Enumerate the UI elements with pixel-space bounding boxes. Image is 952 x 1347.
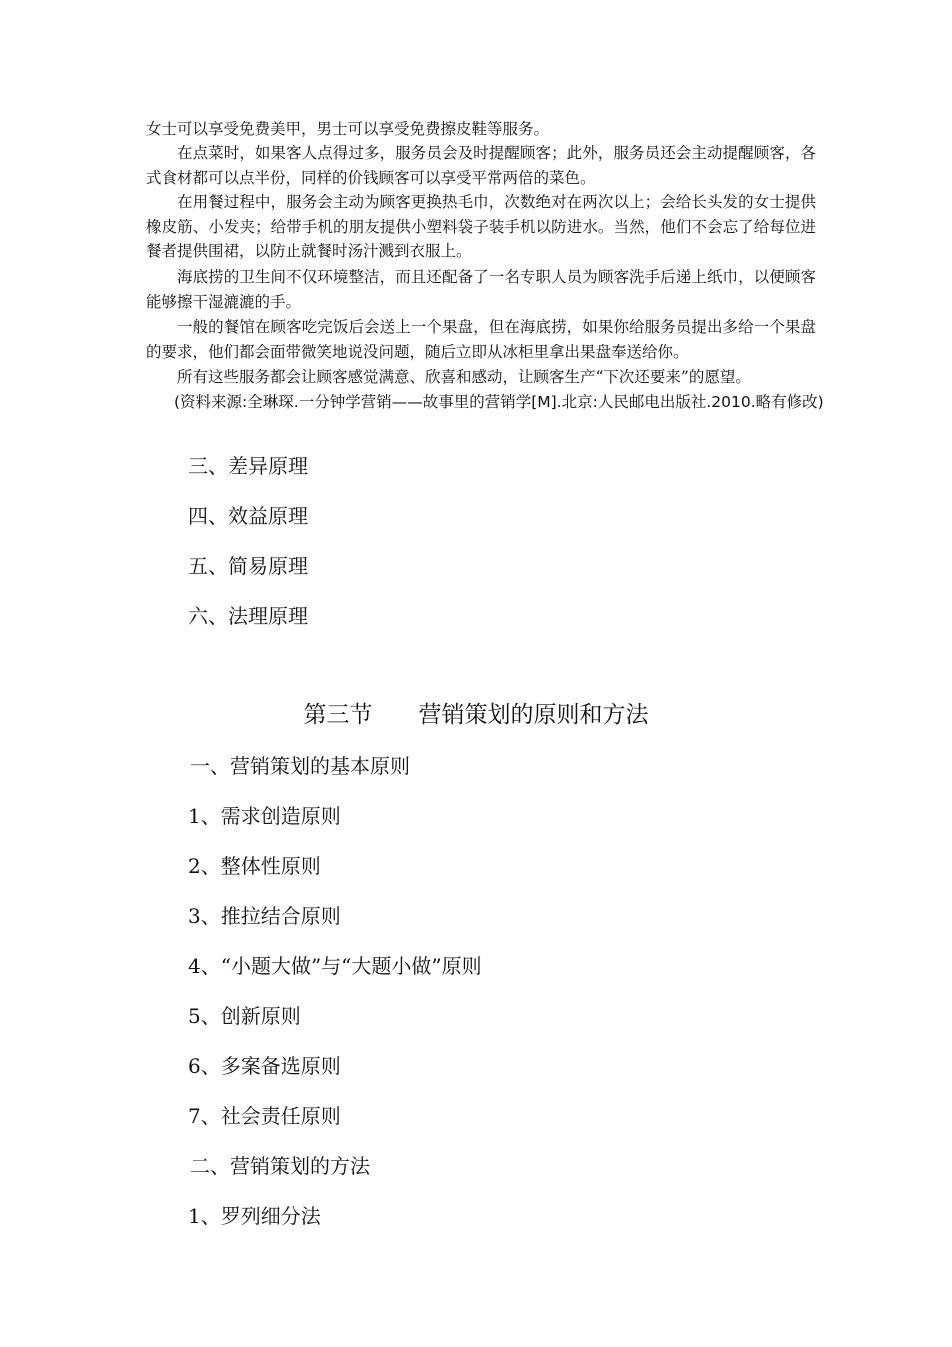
- subsection-heading-methods: 二、营销策划的方法: [190, 1154, 370, 1178]
- subsection-heading-principles: 一、营销策划的基本原则: [190, 754, 410, 778]
- principle-item-7: 7、社会责任原则: [188, 1104, 341, 1128]
- case-paragraph-3: 在用餐过程中，服务会主动为顾客更换热毛巾，次数绝对在两次以上；会给长头发的女士提供橡皮筋、小发夹；给带手机的朋友提供小塑料袋子装手机以防进水。当然，他们不会忘了给每位进餐者提供围裙，以防止就餐时汤汁溅到衣服上。: [146, 193, 816, 261]
- principle-item-5: 5、创新原则: [188, 1004, 301, 1028]
- section-title: [0, 700, 952, 730]
- case-paragraph-4: 海底捞的卫生间不仅环境整洁，而且还配备了一名专职人员为顾客洗手后递上纸巾，以便顾客能够擦干湿漉漉的手。: [146, 268, 816, 311]
- principle-item-2: 2、整体性原则: [188, 854, 321, 878]
- case-paragraph-2: 在点菜时，如果客人点得过多，服务员会及时提醒顾客；此外，服务员还会主动提醒顾客，各式食材都可以点半份，同样的价钱顾客可以享受平常两倍的菜色。: [146, 144, 816, 187]
- principle-heading-5: 五、简易原理: [188, 554, 308, 578]
- method-item-1: 1、罗列细分法: [188, 1204, 321, 1228]
- principle-item-4: 4、“小题大做”与“大题小做”原则: [188, 954, 482, 978]
- principle-item-3: 3、推拉结合原则: [188, 904, 341, 928]
- case-paragraph-6: 所有这些服务都会让顾客感觉满意、欣喜和感动，让顾客生产“下次还要来”的愿望。: [177, 368, 751, 386]
- principle-item-1: 1、需求创造原则: [188, 804, 341, 828]
- principle-heading-3: 三、差异原理: [188, 454, 308, 478]
- principle-item-6: 6、多案备选原则: [188, 1054, 341, 1078]
- principle-heading-6: 六、法理原理: [188, 604, 308, 628]
- section-name: 营销策划的原则和方法: [418, 702, 649, 728]
- case-paragraph-1: 女士可以享受免费美甲，男士可以享受免费擦皮鞋等服务。: [146, 120, 550, 138]
- principle-heading-4: 四、效益原理: [188, 504, 308, 528]
- section-number: 第三节: [303, 702, 373, 728]
- case-paragraph-5: 一般的餐馆在顾客吃完饭后会送上一个果盘，但在海底捞，如果你给服务员提出多给一个果盘的要求，他们都会面带微笑地说没问题，随后立即从冰柜里拿出果盘奉送给你。: [146, 318, 816, 361]
- source-citation: (资料来源:全琳琛.一分钟学营销——故事里的营销学[M].北京:人民邮电出版社.2010.略有修改): [174, 393, 824, 411]
